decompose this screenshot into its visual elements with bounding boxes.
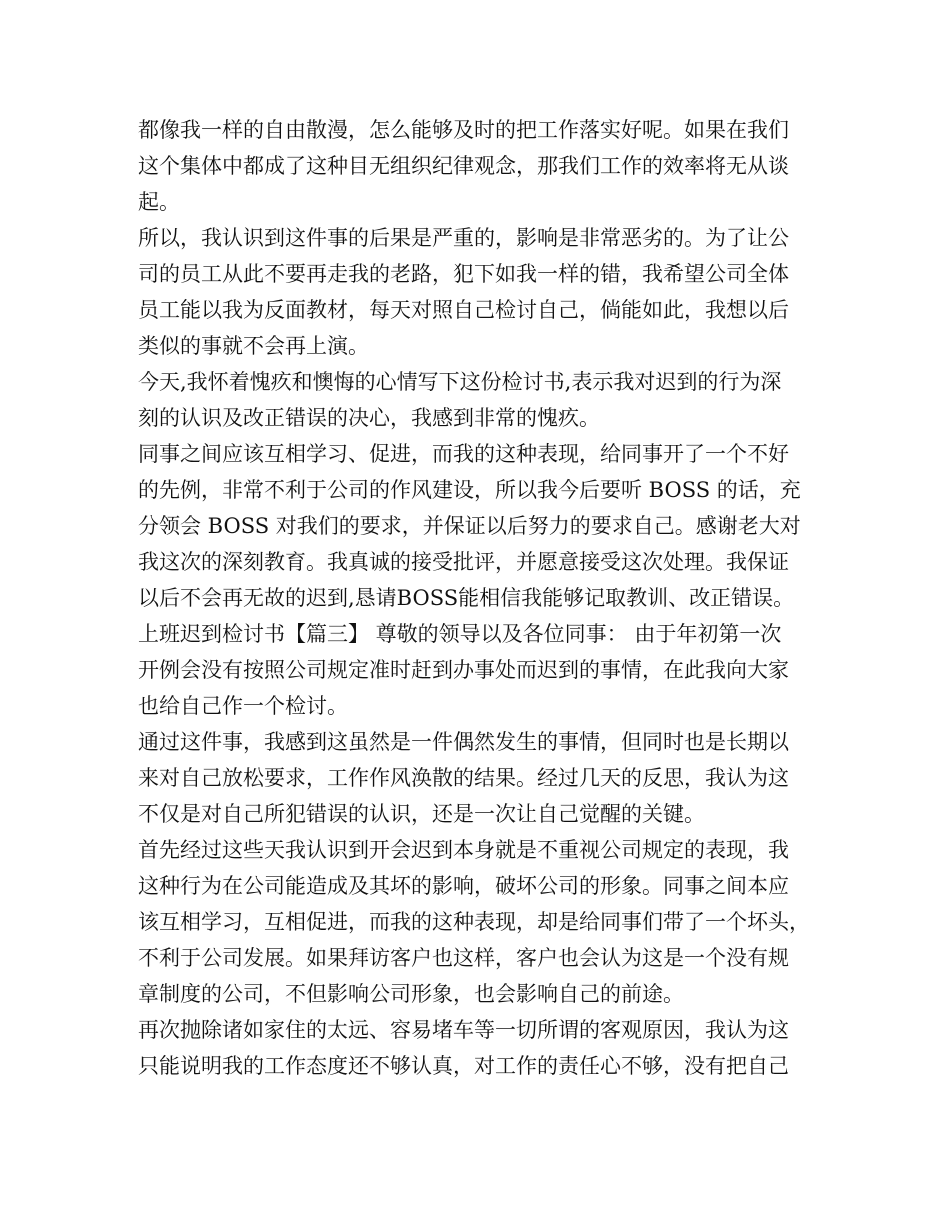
text-line: 章制度的公司，不但影响公司形象，也会影响自己的前途。 (138, 982, 684, 1006)
text-line: 首先经过这些天我认识到开会迟到本身就是不重视公司规定的表现，我 (138, 838, 789, 862)
document-page (138, 112, 818, 1084)
text-line: 起。 (138, 190, 180, 214)
text-line: 同事之间应该互相学习、促进，而我的这种表现，给同事开了一个不好 (138, 442, 789, 466)
text-line: 我这次的深刻教育。我真诚的接受批评，并愿意接受这次处理。我保证 (138, 550, 789, 574)
text-line: 刻的认识及改正错误的决心，我感到非常的愧疚。 (138, 406, 600, 430)
text-line: 来对自己放松要求，工作作风涣散的结果。经过几天的反思，我认为这 (138, 766, 789, 790)
text-line: 再次抛除诸如家住的太远、容易堵车等一切所谓的客观原因，我认为这 (138, 1018, 789, 1042)
text-line: 类似的事就不会再上演。 (138, 334, 369, 358)
text-line: 所以，我认识到这件事的后果是严重的，影响是非常恶劣的。为了让公 (138, 226, 789, 250)
text-line: 不仅是对自己所犯错误的认识，还是一次让自己觉醒的关键。 (138, 802, 705, 826)
text-line: 员工能以我为反面教材，每天对照自己检讨自己，倘能如此，我想以后 (138, 298, 789, 322)
text-line: 上班迟到检讨书【篇三】 尊敬的领导以及各位同事： 由于年初第一次 (138, 622, 782, 646)
text-line: 的先例，非常不利于公司的作风建设，所以我今后要听 BOSS 的话，充 (138, 478, 801, 502)
text-line: 通过这件事，我感到这虽然是一件偶然发生的事情，但同时也是长期以 (138, 730, 789, 754)
text-line: 司的员工从此不要再走我的老路，犯下如我一样的错，我希望公司全体 (138, 262, 789, 286)
text-line: 只能说明我的工作态度还不够认真，对工作的责任心不够，没有把自己 (138, 1054, 789, 1078)
text-line: 也给自己作一个检讨。 (138, 694, 348, 718)
text-line: 开例会没有按照公司规定准时赶到办事处而迟到的事情，在此我向大家 (138, 658, 789, 682)
text-line: 以后不会再无故的迟到,恳请BOSS能相信我能够记取教训、改正错误。 (138, 586, 795, 610)
text-line: 这个集体中都成了这种目无组织纪律观念，那我们工作的效率将无从谈 (138, 154, 789, 178)
text-line: 这种行为在公司能造成及其坏的影响，破坏公司的形象。同事之间本应 (138, 874, 789, 898)
text-line: 都像我一样的自由散漫，怎么能够及时的把工作落实好呢。如果在我们 (138, 118, 789, 142)
text-line: 分领会 BOSS 对我们的要求，并保证以后努力的要求自己。感谢老大对 (138, 514, 801, 538)
text-line: 该互相学习，互相促进，而我的这种表现，却是给同事们带了一个坏头， (138, 910, 810, 934)
text-line: 今天,我怀着愧疚和懊悔的心情写下这份检讨书,表示我对迟到的行为深 (138, 370, 782, 394)
text-line: 不利于公司发展。如果拜访客户也这样，客户也会认为这是一个没有规 (138, 946, 789, 970)
